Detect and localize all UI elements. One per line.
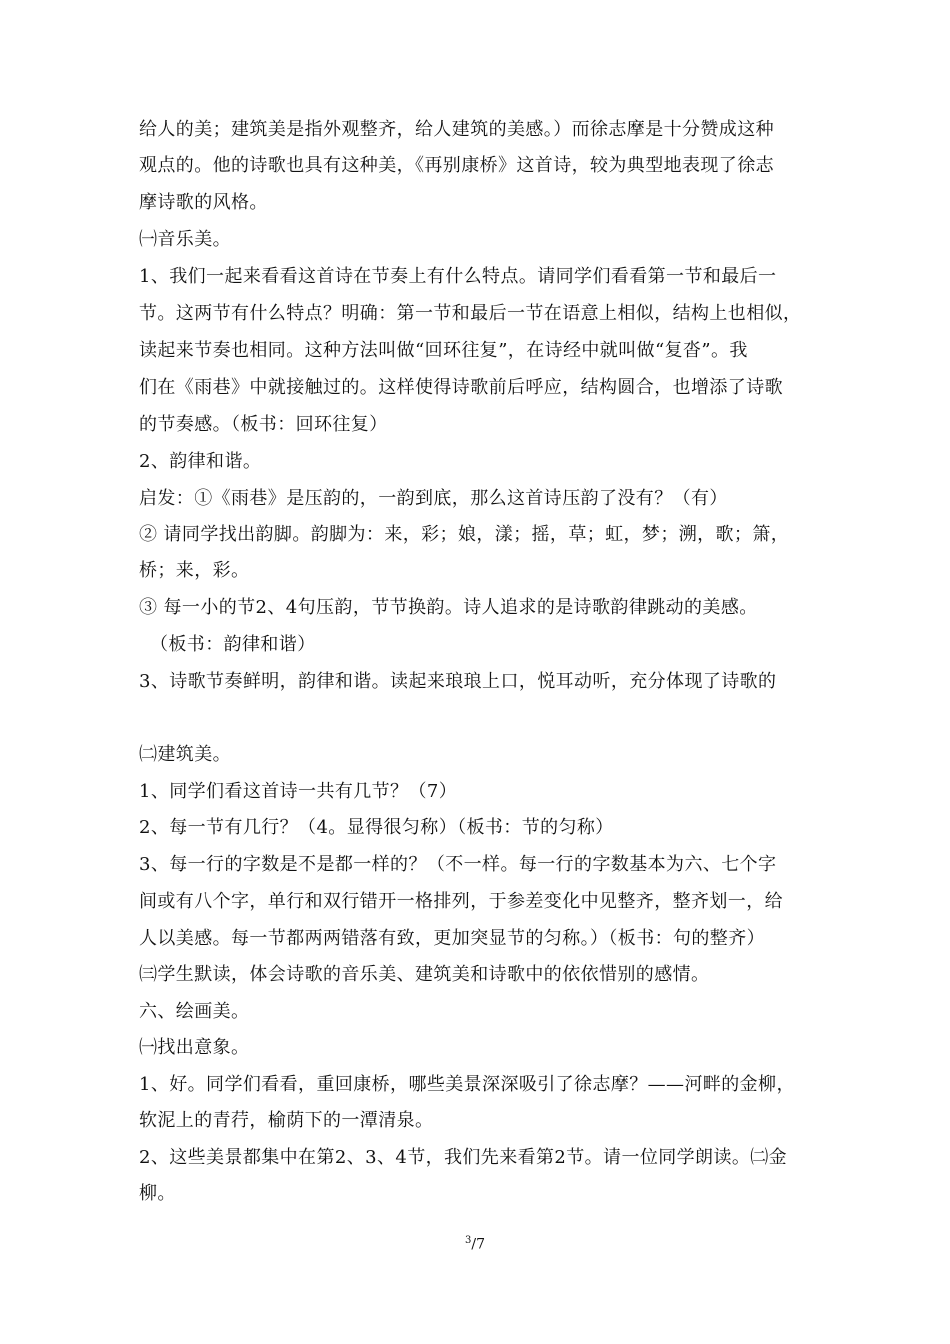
text-line: 观点的。他的诗歌也具有这种美，《再别康桥》这首诗，较为典型地表现了徐志 [139,155,774,176]
text-line: 人以美感。每一节都两两错落有致，更加突显节的匀称。）（板书：句的整齐） [139,928,765,949]
section-heading: ㈡建筑美。 [139,744,231,765]
text-line: 们在《雨巷》中就接触过的。这样使得诗歌前后呼应，结构圆合，也增添了诗歌 [139,377,783,398]
section-heading: 六、绘画美。 [139,1001,250,1022]
text-line: 2、韵律和谐。 [139,451,262,472]
text-line: 桥；来，彩。 [139,560,250,581]
section-heading: ㈠找出意象。 [139,1037,250,1058]
text-line: （板书：韵律和谐） [150,634,316,655]
text-line: ㈢学生默读，体会诗歌的音乐美、建筑美和诗歌中的依依惜别的感情。 [139,964,710,985]
text-line: ② 请同学找出韵脚。韵脚为：来，彩；娘，漾；摇，草；虹，梦；溯，歌；箫， [139,524,790,545]
text-line: 2、这些美景都集中在第2、3、4节，我们先来看第2节。请一位同学朗读。㈡金 [139,1147,788,1168]
text-line: 节。这两节有什么特点？明确：第一节和最后一节在语意上相似，结构上也相似， [139,303,802,324]
text-line: 3、每一行的字数是不是都一样的？（不一样。每一行的字数基本为六、七个字 [139,854,777,875]
text-line: 的节奏感。（板书：回环往复） [139,414,388,435]
page-number-current: 3 [465,1235,472,1246]
text-line: 1、我们一起来看看这首诗在节奏上有什么特点。请同学们看看第一节和最后一 [139,266,777,287]
text-line: 柳。 [139,1183,176,1204]
text-line: 1、好。同学们看看，重回康桥，哪些美景深深吸引了徐志摩？——河畔的金柳， [139,1074,795,1095]
text-line: 给人的美；建筑美是指外观整齐，给人建筑的美感。）而徐志摩是十分赞成这种 [139,119,774,140]
text-line: 1、同学们看这首诗一共有几节？（7） [139,781,458,802]
text-line: 读起来节奏也相同。这种方法叫做“回环往复”，在诗经中就叫做“复沓”。我 [139,340,748,361]
text-line: 摩诗歌的风格。 [139,192,268,213]
page-number-total: /7 [471,1236,485,1253]
text-line: ③ 每一小的节2、4句压韵，节节换韵。诗人追求的是诗歌韵律跳动的美感。 [139,597,758,618]
text-line: 3、诗歌节奏鲜明，韵律和谐。读起来琅琅上口，悦耳动听，充分体现了诗歌的 [139,671,777,692]
text-line: 间或有八个字，单行和双行错开一格排列，于参差变化中见整齐，整齐划一，给 [139,891,783,912]
page-number [0,1232,950,1254]
text-line: 软泥上的青荇，榆荫下的一潭清泉。 [139,1110,434,1131]
text-line: 2、每一节有几行？（4。显得很匀称）（板书：节的匀称） [139,817,614,838]
section-heading: ㈠音乐美。 [139,229,231,250]
text-line: 启发：①《雨巷》是压韵的，一韵到底，那么这首诗压韵了没有？（有） [139,488,728,509]
